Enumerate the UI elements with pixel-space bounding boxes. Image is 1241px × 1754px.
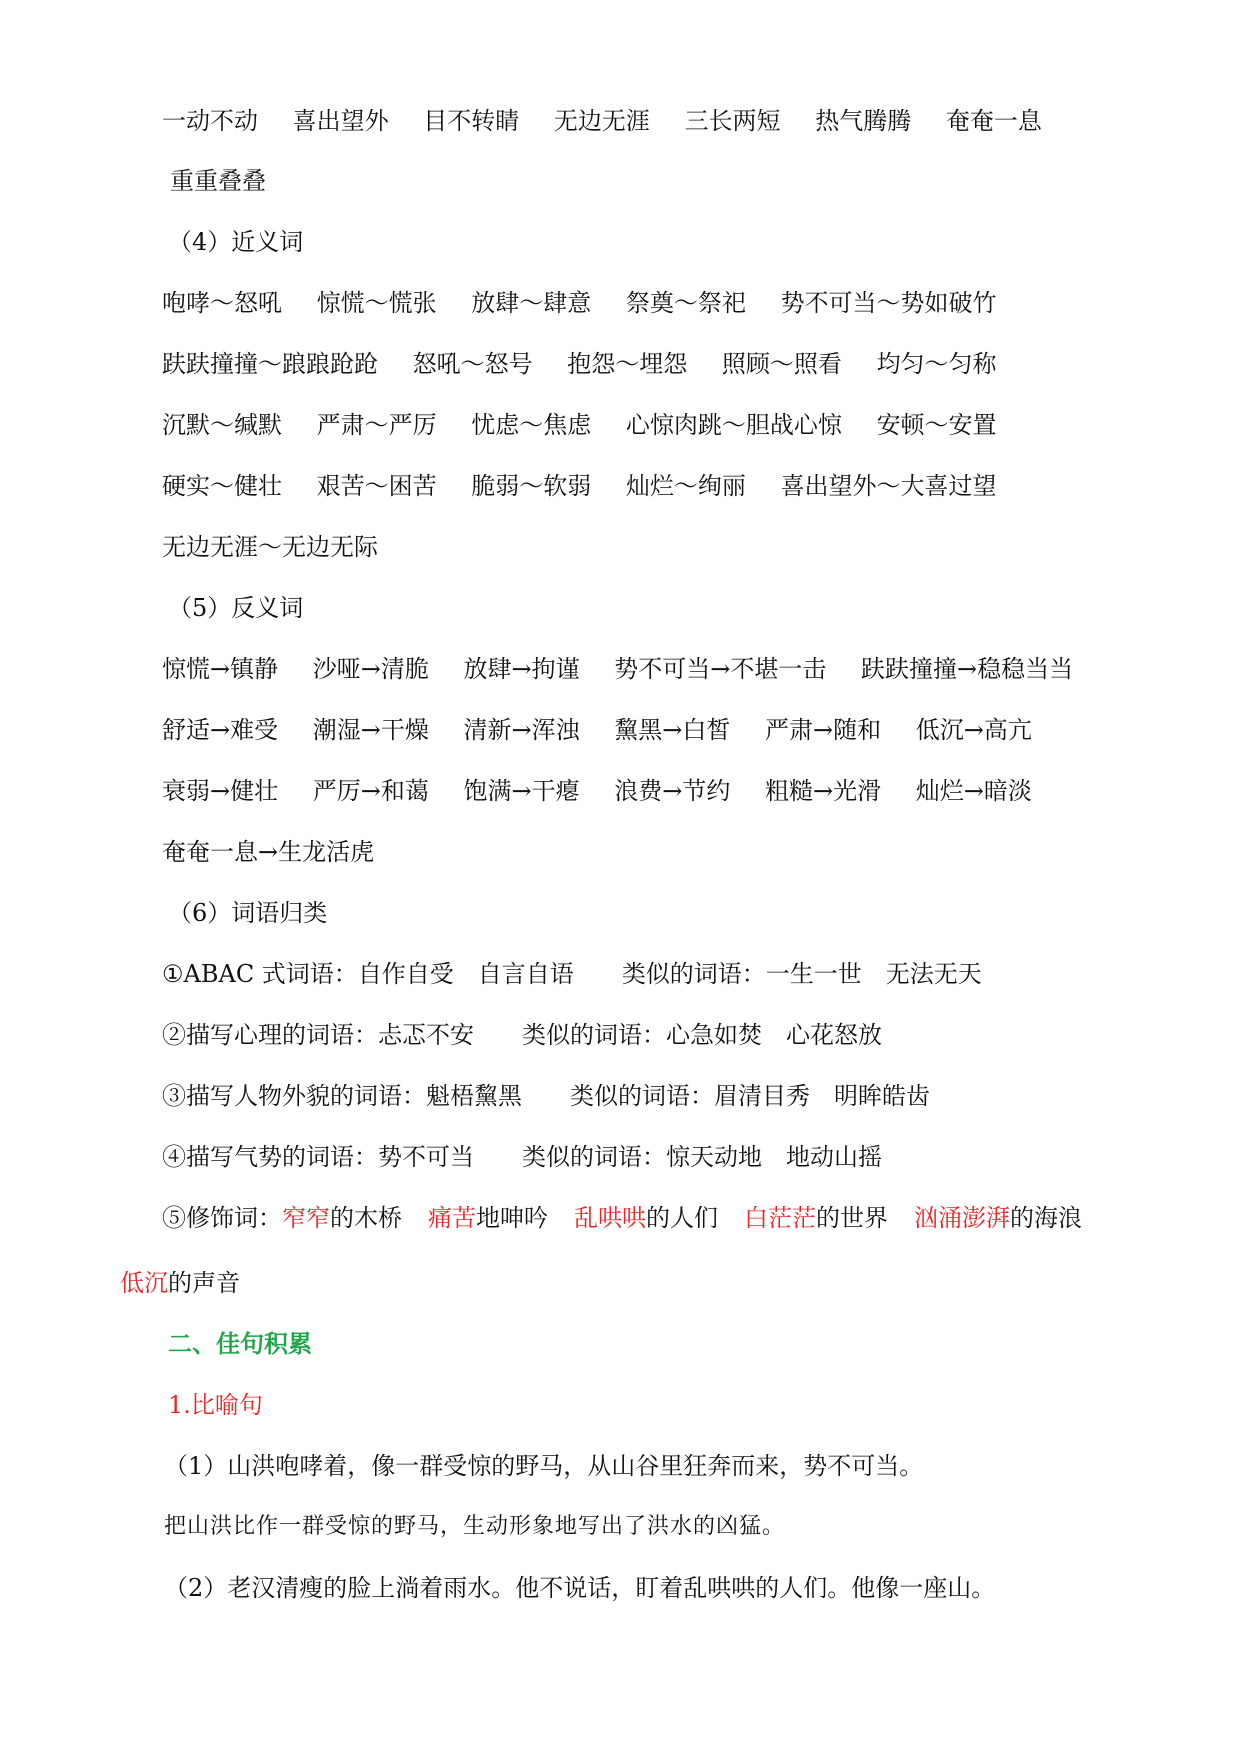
item-words: 魁梧黧黑 <box>426 1082 522 1110</box>
item-similar: 类似的词语：眉清目秀 明眸皓齿 <box>570 1082 930 1110</box>
modified: 的海浪 <box>1010 1204 1082 1232</box>
classification-item-1 <box>162 959 982 989</box>
synonym-pair: 安顿～安置 <box>876 411 997 439</box>
synonym-pair: 咆哮～怒吼 <box>162 289 282 317</box>
synonym-pair: 硬实～健壮 <box>162 472 282 500</box>
synonym-pair: 趺趺撞撞～踉踉跄跄 <box>162 350 378 378</box>
synonym-pair: 忧虑～焦虑 <box>471 411 592 439</box>
synonym-row-1 <box>162 288 997 318</box>
synonym-pair: 无边无涯～无边无际 <box>162 533 378 561</box>
metaphor-subheading: 1.比喻句 <box>168 1391 263 1419</box>
idiom: 奄奄一息 <box>945 107 1042 135</box>
antonym-pair: 严肃→随和 <box>765 716 882 744</box>
synonym-pair: 心惊肉跳～胆战心惊 <box>625 411 842 439</box>
item-label: ②描写心理的词语： <box>162 1021 378 1049</box>
synonym-pair: 均匀～匀称 <box>876 350 997 378</box>
antonym-pair: 饱满→干瘪 <box>463 777 580 805</box>
modifier: 痛苦 <box>428 1204 476 1232</box>
sentence-1-note: 把山洪比作一群受惊的野马，生动形象地写出了洪水的凶猛。 <box>164 1514 786 1539</box>
antonym-pair: 舒适→难受 <box>162 716 279 744</box>
item-label: ③描写人物外貌的词语： <box>162 1082 426 1110</box>
item-words: 势不可当 <box>378 1143 474 1171</box>
modifier: 汹涌澎湃 <box>914 1204 1010 1232</box>
idiom: 重重叠叠 <box>170 167 266 195</box>
sentence-1: （1）山洪咆哮着，像一群受惊的野马，从山谷里狂奔而来，势不可当。 <box>164 1452 924 1480</box>
idiom: 无边无涯 <box>553 107 650 135</box>
antonym-pair: 低沉→高亢 <box>915 716 1032 744</box>
antonym-pair: 惊慌→镇静 <box>162 655 279 683</box>
synonym-pair: 喜出望外～大喜过望 <box>780 472 997 500</box>
synonym-pair: 抱怨～埋怨 <box>567 350 688 378</box>
antonym-pair: 清新→浑浊 <box>463 716 580 744</box>
idiom: 目不转睛 <box>423 107 520 135</box>
antonym-pair: 粗糙→光滑 <box>765 777 882 805</box>
classification-item-2 <box>162 1020 882 1050</box>
synonym-row-4 <box>162 471 997 501</box>
classification-heading: （6）词语归类 <box>168 899 328 927</box>
antonym-row-4 <box>162 837 374 867</box>
modifier: 窄窄 <box>282 1204 330 1232</box>
synonym-row-3 <box>162 410 997 440</box>
synonym-pair: 严肃～严厉 <box>316 411 437 439</box>
antonym-pair: 浪费→节约 <box>614 777 731 805</box>
item-similar: 类似的词语：惊天动地 地动山摇 <box>522 1143 882 1171</box>
synonym-pair: 脆弱～软弱 <box>471 472 592 500</box>
idiom-row-2 <box>170 166 266 196</box>
synonym-pair: 势不可当～势如破竹 <box>780 289 997 317</box>
antonym-row-1 <box>162 654 1073 684</box>
item-words: 自作自受 自言自语 <box>357 960 574 988</box>
modified: 的声音 <box>168 1269 240 1297</box>
classification-item-5-cont <box>120 1268 240 1298</box>
synonym-pair: 艰苦～困苦 <box>316 472 437 500</box>
synonym-row-2 <box>162 349 997 379</box>
modified: 的木桥 <box>330 1204 402 1232</box>
item-label: ①ABAC 式词语： <box>162 960 358 988</box>
antonym-pair: 潮湿→干燥 <box>312 716 429 744</box>
synonym-pair: 灿烂～绚丽 <box>625 472 746 500</box>
synonym-pair: 惊慌～慌张 <box>316 289 437 317</box>
item-similar: 类似的词语：心急如焚 心花怒放 <box>522 1021 882 1049</box>
antonym-pair: 黧黑→白皙 <box>614 716 731 744</box>
modified: 的人们 <box>646 1204 718 1232</box>
antonym-row-2 <box>162 715 1032 745</box>
section2-heading: 二、佳句积累 <box>168 1330 312 1358</box>
synonym-row-5 <box>162 532 378 562</box>
classification-item-4 <box>162 1142 882 1172</box>
idiom-row-1 <box>162 106 1042 136</box>
modifier: 低沉 <box>120 1269 168 1297</box>
synonym-pair: 沉默～缄默 <box>162 411 282 439</box>
antonym-pair: 严厉→和蔼 <box>312 777 429 805</box>
synonym-pair: 放肆～肆意 <box>471 289 592 317</box>
synonym-pair: 怒吼～怒号 <box>412 350 533 378</box>
sentence-2: （2）老汉清瘦的脸上淌着雨水。他不说话，盯着乱哄哄的人们。他像一座山。 <box>164 1574 996 1602</box>
modified: 地呻吟 <box>476 1204 548 1232</box>
antonym-pair: 衰弱→健壮 <box>162 777 279 805</box>
antonym-pair: 势不可当→不堪一击 <box>614 655 827 683</box>
antonym-row-3 <box>162 776 1032 806</box>
classification-item-5 <box>162 1203 1082 1233</box>
modified: 的世界 <box>816 1204 888 1232</box>
antonym-pair: 灿烂→暗淡 <box>915 777 1032 805</box>
antonym-pair: 沙哑→清脆 <box>312 655 429 683</box>
modifier: 乱哄哄 <box>574 1204 646 1232</box>
idiom: 热气腾腾 <box>815 107 912 135</box>
classification-item-3 <box>162 1081 930 1111</box>
item-label: ④描写气势的词语： <box>162 1143 378 1171</box>
item-words: 忐忑不安 <box>378 1021 474 1049</box>
antonym-pair: 趺趺撞撞→稳稳当当 <box>861 655 1074 683</box>
antonym-pair: 奄奄一息→生龙活虎 <box>162 838 375 866</box>
item-label: ⑤修饰词： <box>162 1204 282 1232</box>
item-similar: 类似的词语：一生一世 无法无天 <box>621 960 982 988</box>
synonyms-heading: （4）近义词 <box>168 228 304 256</box>
modifier: 白茫茫 <box>744 1204 816 1232</box>
idiom: 三长两短 <box>684 107 781 135</box>
idiom: 喜出望外 <box>292 107 389 135</box>
antonyms-heading: （5）反义词 <box>168 594 304 622</box>
antonym-pair: 放肆→拘谨 <box>463 655 580 683</box>
synonym-pair: 照顾～照看 <box>721 350 842 378</box>
idiom: 一动不动 <box>162 107 258 135</box>
synonym-pair: 祭奠～祭祀 <box>625 289 746 317</box>
